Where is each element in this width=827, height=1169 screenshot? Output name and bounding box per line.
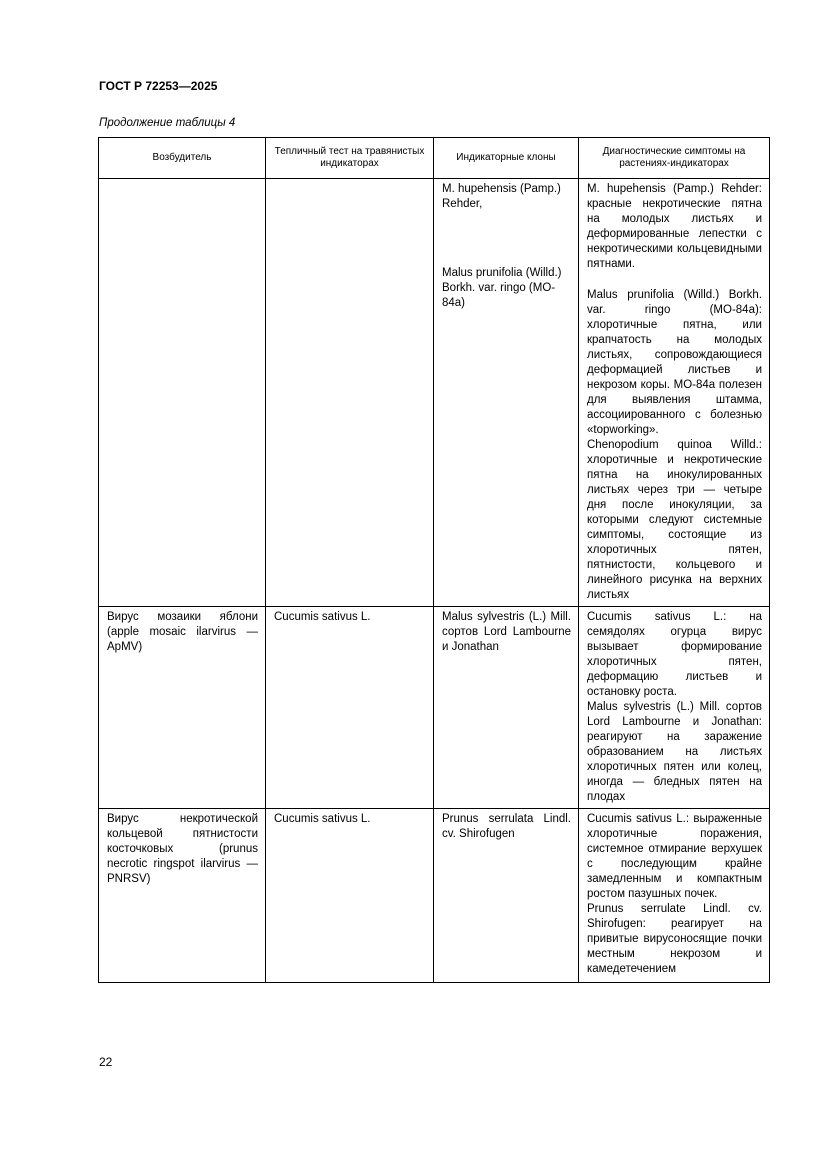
cell-indicator-clones: Malus sylvestris (L.) Mill. сортов Lord Lambourne и Jonathan [434,607,579,809]
table [98,137,770,983]
cell-pathogen: Вирус мозаики яблони (apple mosaic ilarvirus — ApMV) [99,607,266,809]
column-header-indicator-clones: Индикаторные клоны [434,138,579,179]
column-header-greenhouse-test: Тепличный тест на травянистых индикаторах [266,138,434,179]
table-row [99,607,770,809]
document-id: ГОСТ Р 72253—2025 [99,79,218,93]
table-header-row [99,138,770,179]
clone-entry: M. hupehensis (Pamp.) Rehder, [442,183,561,210]
clone-entry: Malus prunifolia (Willd.) Borkh. var. ringo (MO-84a) [442,267,562,309]
cell-indicator-clones [434,179,579,607]
cell-symptoms [579,809,770,983]
cell-pathogen: Вирус некротической кольцевой пятнистости косточковых (prunus necrotic ringspot ilarvirus — PNRSV) [99,809,266,983]
cell-symptoms [579,607,770,809]
cell-greenhouse-test: Cucumis sativus L. [266,809,434,983]
page-number: 22 [99,1055,113,1069]
symptom-entry: Prunus serrulate Lindl. cv. Shirofugen: реагирует на привитые вирусоносящие почки местным некрозом и камедетечением [587,903,762,975]
symptom-entry: Cucumis sativus L.: на семядолях огурца вирус вызывает формирование хлоротичных пятен, деформацию листьев и остановку роста. [587,611,762,698]
table-row [99,809,770,983]
column-header-pathogen: Возбудитель [99,138,266,179]
cell-indicator-clones: Prunus serrulata Lindl. cv. Shirofugen [434,809,579,983]
cell-greenhouse-test: Cucumis sativus L. [266,607,434,809]
symptom-entry: Cucumis sativus L.: выраженные хлоротичные поражения, системное отмирание верхушек с последующим крайне замедленным и компактным ростом пазушных почек. [587,813,762,900]
table-row [99,179,770,607]
symptom-entry: M. hupehensis (Pamp.) Rehder: красные некротические пятна на молодых листьях и деформированные лепестки с некротическими кольцевидными пятнами. [587,183,762,270]
column-header-symptoms: Диагностические симптомы на растениях-индикаторах [579,138,770,179]
table-caption: Продолжение таблицы 4 [99,117,236,129]
cell-greenhouse-test [266,179,434,607]
cell-pathogen [99,179,266,607]
symptom-entry: Malus prunifolia (Willd.) Borkh. var. ringo (MO-84a): хлоротичные пятна, или крапчатость на молодых листьях, сопровождающиеся деформацией листьев и некрозом коры. MO-84a полезен для выявления штамма, ассоциированного с болезнью «topworking». [587,289,762,436]
symptom-entry: Chenopodium quinoa Willd.: хлоротичные и некротические пятна на инокулированных листьях через три — четыре дня после инокуляции, за которыми следуют системные симптомы, состоящие из хлоротичных пятен, пятнистости, кольцевого и линейного рисунка на верхних листьях [587,439,762,601]
symptom-entry: Malus sylvestris (L.) Mill. сортов Lord Lambourne и Jonathan: реагируют на заражение образованием на листьях хлоротичных пятен или колец, иногда — бледных пятен на плодах [587,701,762,803]
cell-symptoms [579,179,770,607]
